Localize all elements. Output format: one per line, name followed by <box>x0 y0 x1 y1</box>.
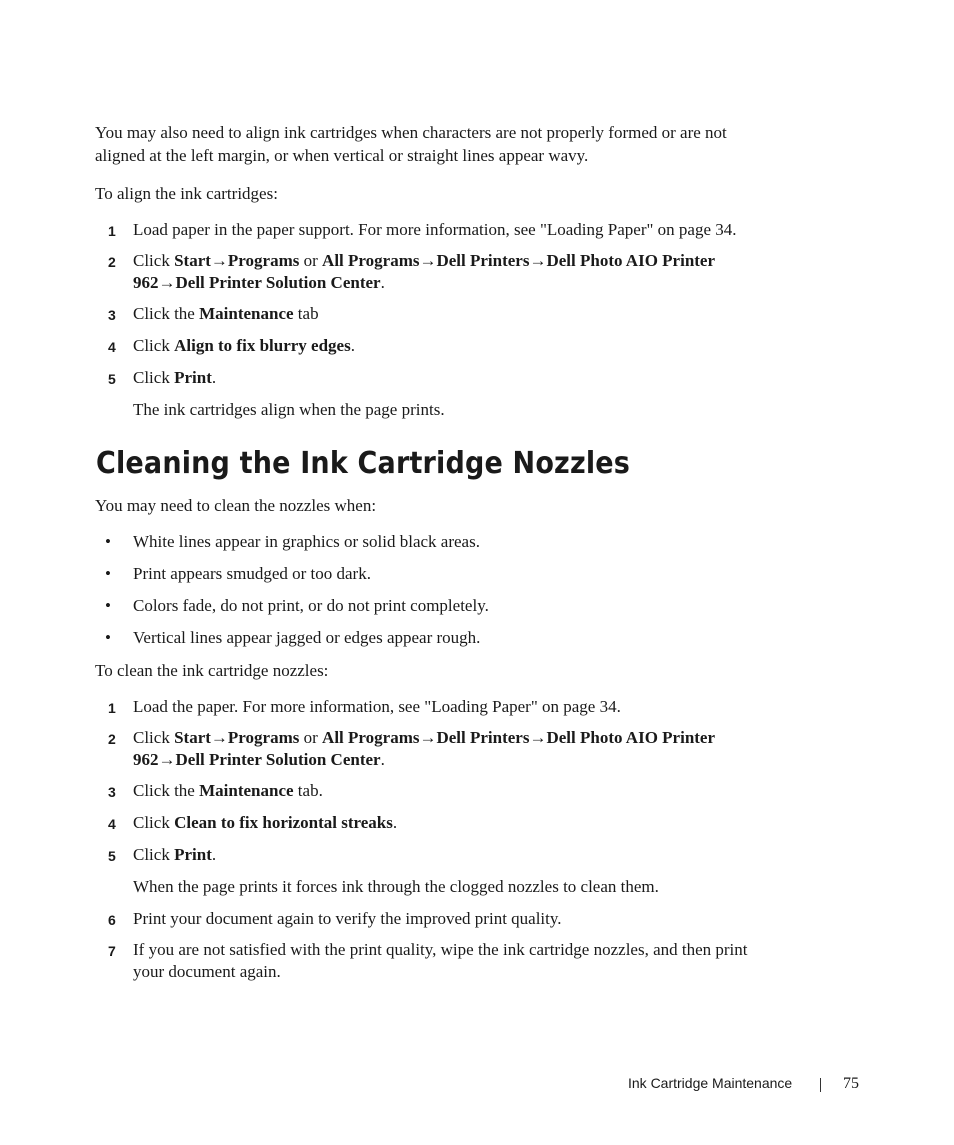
clean-step-1 <box>95 696 795 718</box>
align-step-5 <box>95 367 795 389</box>
align-step-3 <box>95 303 795 325</box>
step-text: Click Print. <box>133 368 217 387</box>
bullet-icon: • <box>105 532 111 551</box>
step-number: 3 <box>108 307 116 323</box>
clean-step-3 <box>95 780 795 802</box>
step-number: 2 <box>108 731 116 747</box>
clean-intro: You may need to clean the nozzles when: <box>95 496 377 515</box>
align-lead: To align the ink cartridges: <box>95 184 278 203</box>
step-number: 5 <box>108 371 116 387</box>
step-number: 4 <box>108 816 116 832</box>
step-text: Print your document again to verify the improved print quality. <box>133 909 562 928</box>
clean-step-5 <box>95 844 795 866</box>
menu-printer: Dell Photo AIO Printer <box>546 728 716 747</box>
align-step-1 <box>95 219 795 241</box>
page-number: 75 <box>843 1075 859 1092</box>
step-number: 3 <box>108 784 116 800</box>
step-number: 5 <box>108 848 116 864</box>
step-number: 4 <box>108 339 116 355</box>
step-text: Click Start→Programs or All Programs→Dell Printers→Dell Photo AIO Printer 962→Dell Printer Solution Center. <box>133 728 716 769</box>
bullet-item: • Print appears smudged or too dark. <box>105 564 371 583</box>
footer-divider <box>820 1078 821 1092</box>
menu-printer: Dell Photo AIO Printer <box>546 251 716 270</box>
align-step-4 <box>95 335 795 357</box>
step-number: 7 <box>108 943 116 959</box>
intro-line-2: aligned at the left margin, or when vertical or straight lines appear wavy. <box>95 146 589 165</box>
clean-lead: To clean the ink cartridge nozzles: <box>95 661 329 680</box>
maintenance-tab-ref: Maintenance <box>199 781 294 800</box>
step-text: Click the Maintenance tab <box>133 304 319 323</box>
align-button-ref: Align to fix blurry edges <box>174 336 351 355</box>
maintenance-tab-ref: Maintenance <box>199 304 294 323</box>
step-text: Click Align to fix blurry edges. <box>133 336 355 355</box>
menu-all-programs: All Programs <box>322 251 420 270</box>
step-text: Click Print. <box>133 845 217 864</box>
step-number: 1 <box>108 700 116 716</box>
bullet-item: • Colors fade, do not print, or do not print completely. <box>105 596 489 615</box>
menu-solution-center: Dell Printer Solution Center <box>175 750 381 769</box>
step-text: Click Clean to fix horizontal streaks. <box>133 813 398 832</box>
align-note: The ink cartridges align when the page prints. <box>133 400 445 419</box>
clean-button-ref: Clean to fix horizontal streaks <box>174 813 393 832</box>
bullet-item: • White lines appear in graphics or solid black areas. <box>105 532 480 551</box>
menu-programs: Programs <box>227 251 300 270</box>
bullet-item: • Vertical lines appear jagged or edges appear rough. <box>105 628 481 647</box>
intro-line-1: You may also need to align ink cartridges when characters are not properly formed or are not <box>95 123 727 142</box>
step-text: Load the paper. For more information, see "Loading Paper" on page 34. <box>133 697 621 716</box>
step-text: Click the Maintenance tab. <box>133 781 323 800</box>
step-text: Click Start→Programs or All Programs→Dell Printers→Dell Photo AIO Printer 962→Dell Printer Solution Center. <box>133 251 716 292</box>
menu-dell-printers: Dell Printers <box>436 728 530 747</box>
bullet-icon: • <box>105 628 111 647</box>
menu-programs: Programs <box>227 728 300 747</box>
step-number: 2 <box>108 254 116 270</box>
bullet-icon: • <box>105 564 111 583</box>
clean-note: When the page prints it forces ink through the clogged nozzles to clean them. <box>133 877 659 896</box>
clean-step-6 <box>95 908 795 930</box>
menu-all-programs: All Programs <box>322 728 420 747</box>
bullet-icon: • <box>105 596 111 615</box>
step-text: Load paper in the paper support. For more information, see "Loading Paper" on page 34. <box>133 220 737 239</box>
section-heading: Cleaning the Ink Cartridge Nozzles <box>96 446 631 481</box>
menu-solution-center: Dell Printer Solution Center <box>175 273 381 292</box>
intro-paragraph <box>95 121 795 167</box>
step-number: 6 <box>108 912 116 928</box>
print-button-ref: Print <box>174 368 212 387</box>
clean-step-7 <box>95 939 795 983</box>
footer-section-title: Ink Cartridge Maintenance <box>628 1075 793 1091</box>
step-number: 1 <box>108 223 116 239</box>
clean-step-2 <box>95 727 795 771</box>
clean-step-4 <box>95 812 795 834</box>
print-button-ref: Print <box>174 845 212 864</box>
menu-dell-printers: Dell Printers <box>436 251 530 270</box>
step-text: If you are not satisfied with the print quality, wipe the ink cartridge nozzles, and then print your document again. <box>133 940 748 981</box>
align-step-2 <box>95 250 795 294</box>
menu-start: Start <box>174 251 211 270</box>
menu-start: Start <box>174 728 211 747</box>
